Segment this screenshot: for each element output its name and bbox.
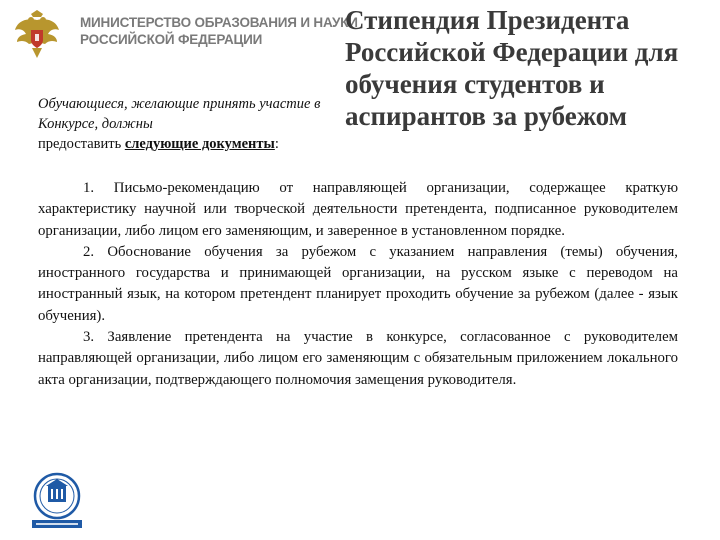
- document-item-3: 3. Заявление претендента на участие в конкурсе, согласованное с руководителем направляющей организации, либо лицом его заменяющим с обязательным приложением локального акта организации, подтверждающего полномочия замещения руководителя.: [38, 329, 678, 388]
- russian-coat-of-arms-icon: [10, 8, 64, 62]
- ministry-line-2: РОССИЙСКОЙ ФЕДЕРАЦИИ: [80, 32, 263, 47]
- intro-emphasis: следующие документы: [124, 136, 275, 152]
- slide-title: Стипендия Президента Российской Федерации для обучения студентов и аспирантов за рубежом: [345, 5, 679, 131]
- ministry-line-1: МИНИСТЕРСТВО ОБРАЗОВАНИЯ И НАУКИ: [80, 15, 358, 30]
- ministry-name: [80, 14, 358, 48]
- intro-italic: Обучающиеся, желающие принять участие в Конкурсе, должны: [38, 96, 321, 132]
- intro-colon: :: [274, 136, 279, 152]
- document-item-2: 2. Обоснование обучения за рубежом с указанием направления (темы) обучения, иностранного государства и принимающей организации, на русском языке с переводом на иностранный язык, на котором претендент планирует проходить обучение за рубежом (далее - язык обучения).: [38, 243, 678, 324]
- university-logo-icon: [22, 470, 92, 530]
- intro-text: [38, 94, 338, 154]
- document-item-1: 1. Письмо-рекомендацию от направляющей организации, содержащее краткую характеристику научной или творческой деятельности претендента, подписанное руководителем организации, либо лицом его заменяющим, и заверенное в установленном порядке.: [38, 180, 678, 239]
- intro-plain: предоставить: [38, 136, 125, 152]
- documents-list: [38, 178, 678, 391]
